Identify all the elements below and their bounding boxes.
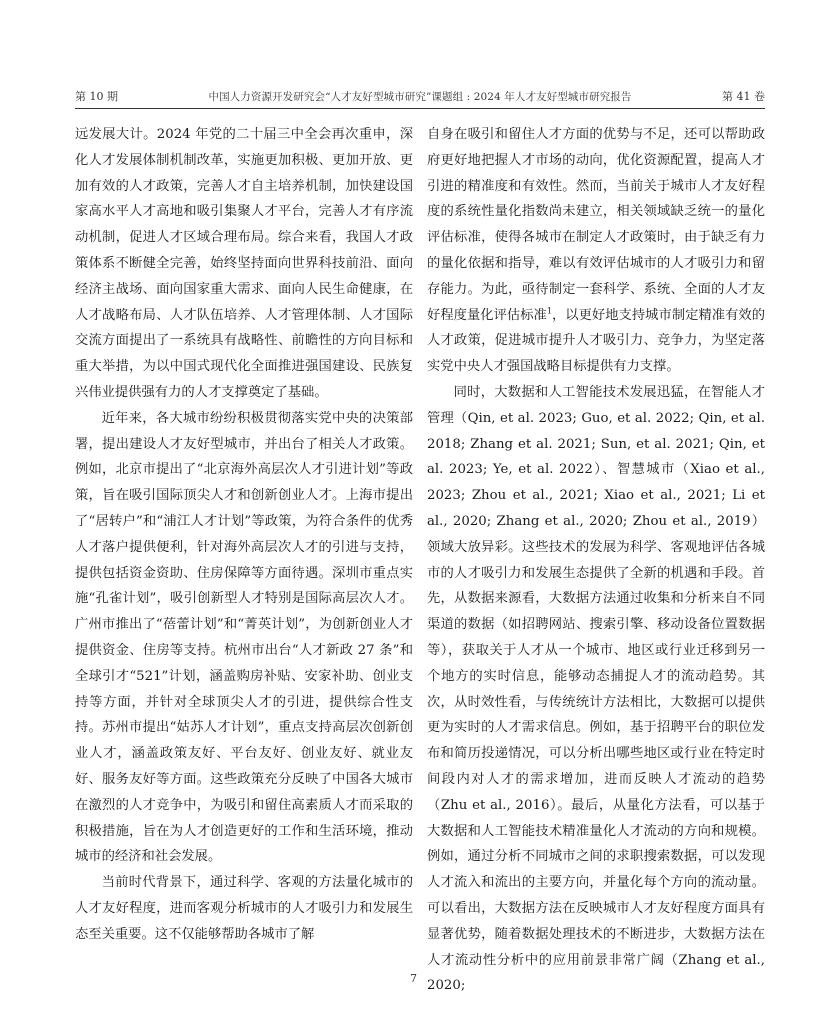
paragraph: 当前时代背景下，通过科学、客观的方法量化城市的人才友好程度，进而客观分析城市的人才吸引力和发展生态至关重要。这不仅能够帮助各城市了解 <box>75 875 413 942</box>
right-column <box>427 122 765 999</box>
page-number: 7 <box>410 972 417 985</box>
paragraph-text: ，以更好地支持城市制定精准有效的人才政策，促进城市提升人才吸引力、竞争力，为坚定落实党中央人才强国战略目标提供有力支撑。 <box>427 307 766 375</box>
paragraph: 近年来，各大城市纷纷积极贯彻落实党中央的决策部署，提出建设人才友好型城市，并出台了相关人才政策。例如，北京市提出了“北京海外高层次人才引进计划”等政策，旨在吸引国际顶尖人才和创新创业人才。上海市提出了“居转户”和“浦江人才计划”等政策，为符合条件的优秀人才落户提供便利，针对海外高层次人才的引进与支持，提供包括资金资助、住房保障等方面待遇。深圳市重点实施“孔雀计划”，吸引创新型人才特别是国际高层次人才。广州市推出了“蓓蕾计划”和“菁英计划”，为创新创业人才提供资金、住房等支持。杭州市出台“人才新政 27 条”和全球引才“521”计划，涵盖购房补贴、安家补助、创业支持等方面，并针对全球顶尖人才的引进，提供综合性支持。苏州市提出“姑苏人才计划”，重点支持高层次创新创业人才，涵盖政策友好、平台友好、创业友好、就业友好、服务友好等方面。这些政策充分反映了中国各大城市在激烈的人才竞争中，为吸引和留住高素质人才而采取的积极措施，旨在为人才创造更好的工作和生活环境，推动城市的经济和社会发展。 <box>75 410 413 865</box>
running-header <box>75 80 765 104</box>
volume-label: 第 41 卷 <box>722 90 765 103</box>
left-column <box>75 122 413 948</box>
paragraph-text: 自身在吸引和留住人才方面的优势与不足，还可以帮助政府更好地把握人才市场的动向，优化资源配置，提高人才引进的精准度和有效性。然而，当前关于城市人才友好程度的系统性量化指数尚未建立，相关领域缺乏统一的量化评估标准，使得各城市在制定人才政策时，由于缺乏有力的量化依据和指导，难以有效评估城市的人才吸引力和留存能力。为此，亟待制定一套科学、系统、全面的人才友好程度量化评估标准 <box>427 127 765 323</box>
footnote-marker[interactable]: 1 <box>546 306 552 316</box>
paragraph <box>427 122 765 380</box>
paragraph: 远发展大计。2024 年党的二十届三中全会再次重申，深化人才发展体制机制改革，实施更加积极、更加开放、更加有效的人才政策，完善人才自主培养机制，加快建设国家高水平人才高地和吸引集聚人才平台，完善人才有序流动机制，促进人才区域合理布局。综合来看，我国人才政策体系不断健全完善，始终坚持面向世界科技前沿、面向经济主战场、面向国家重大需求、面向人民生命健康，在人才战略布局、人才队伍培养、人才管理体制、人才国际交流方面提出了一系统具有战略性、前瞻性的方向目标和重大举措，为以中国式现代化全面推进强国建设、民族复兴伟业提供强有力的人才支撑奠定了基础。 <box>75 127 413 400</box>
header-rule <box>75 108 765 109</box>
issue-label: 第 10 期 <box>75 90 118 103</box>
running-title: 中国人力资源开发研究会“人才友好型城市研究”课题组 : 2024 年人才友好型城市研究报告 <box>208 91 632 103</box>
paragraph: 同时，大数据和人工智能技术发展迅猛，在智能人才管理（Qin, et al. 2023; Guo, et al. 2022; Qin, et al. 2018; Zhang et al. 2021; Sun, et al. 2021; Qin, et al. 2023; Ye, et al. 2022）、智慧城市（Xiao et al., 2023; Zhou et al., 2021; Xiao et al., 2021; Li et al., 2020; Zhang et al., 2020; Zhou et al., 2019）领域大放异彩。这些技术的发展为科学、客观地评估各城市的人才吸引力和发展生态提供了全新的机遇和手段。首先，从数据来源看，大数据方法通过收集和分析来自不同渠道的数据（如招聘网站、搜索引擎、移动设备位置数据等），获取关于人才从一个城市、地区或行业迁移到另一个地方的实时信息，能够动态捕捉人才的流动趋势。其次，从时效性看，与传统统计方法相比，大数据可以提供更为实时的人才需求信息。例如，基于招聘平台的职位发布和简历投递情况，可以分析出哪些地区或行业在特定时间段内对人才的需求增加，进而反映人才流动的趋势（Zhu et al., 2016）。最后，从量化方法看，可以基于大数据和人工智能技术精准量化人才流动的方向和规模。例如，通过分析不同城市之间的求职搜索数据，可以发现人才流入和流出的主要方向，并量化每个方向的流动量。可以看出，大数据方法在反映城市人才友好程度方面具有显著优势，随着数据处理技术的不断进步，大数据方法在人才流动性分析中的应用前景非常广阔（Zhang et al., 2020; <box>427 384 765 994</box>
